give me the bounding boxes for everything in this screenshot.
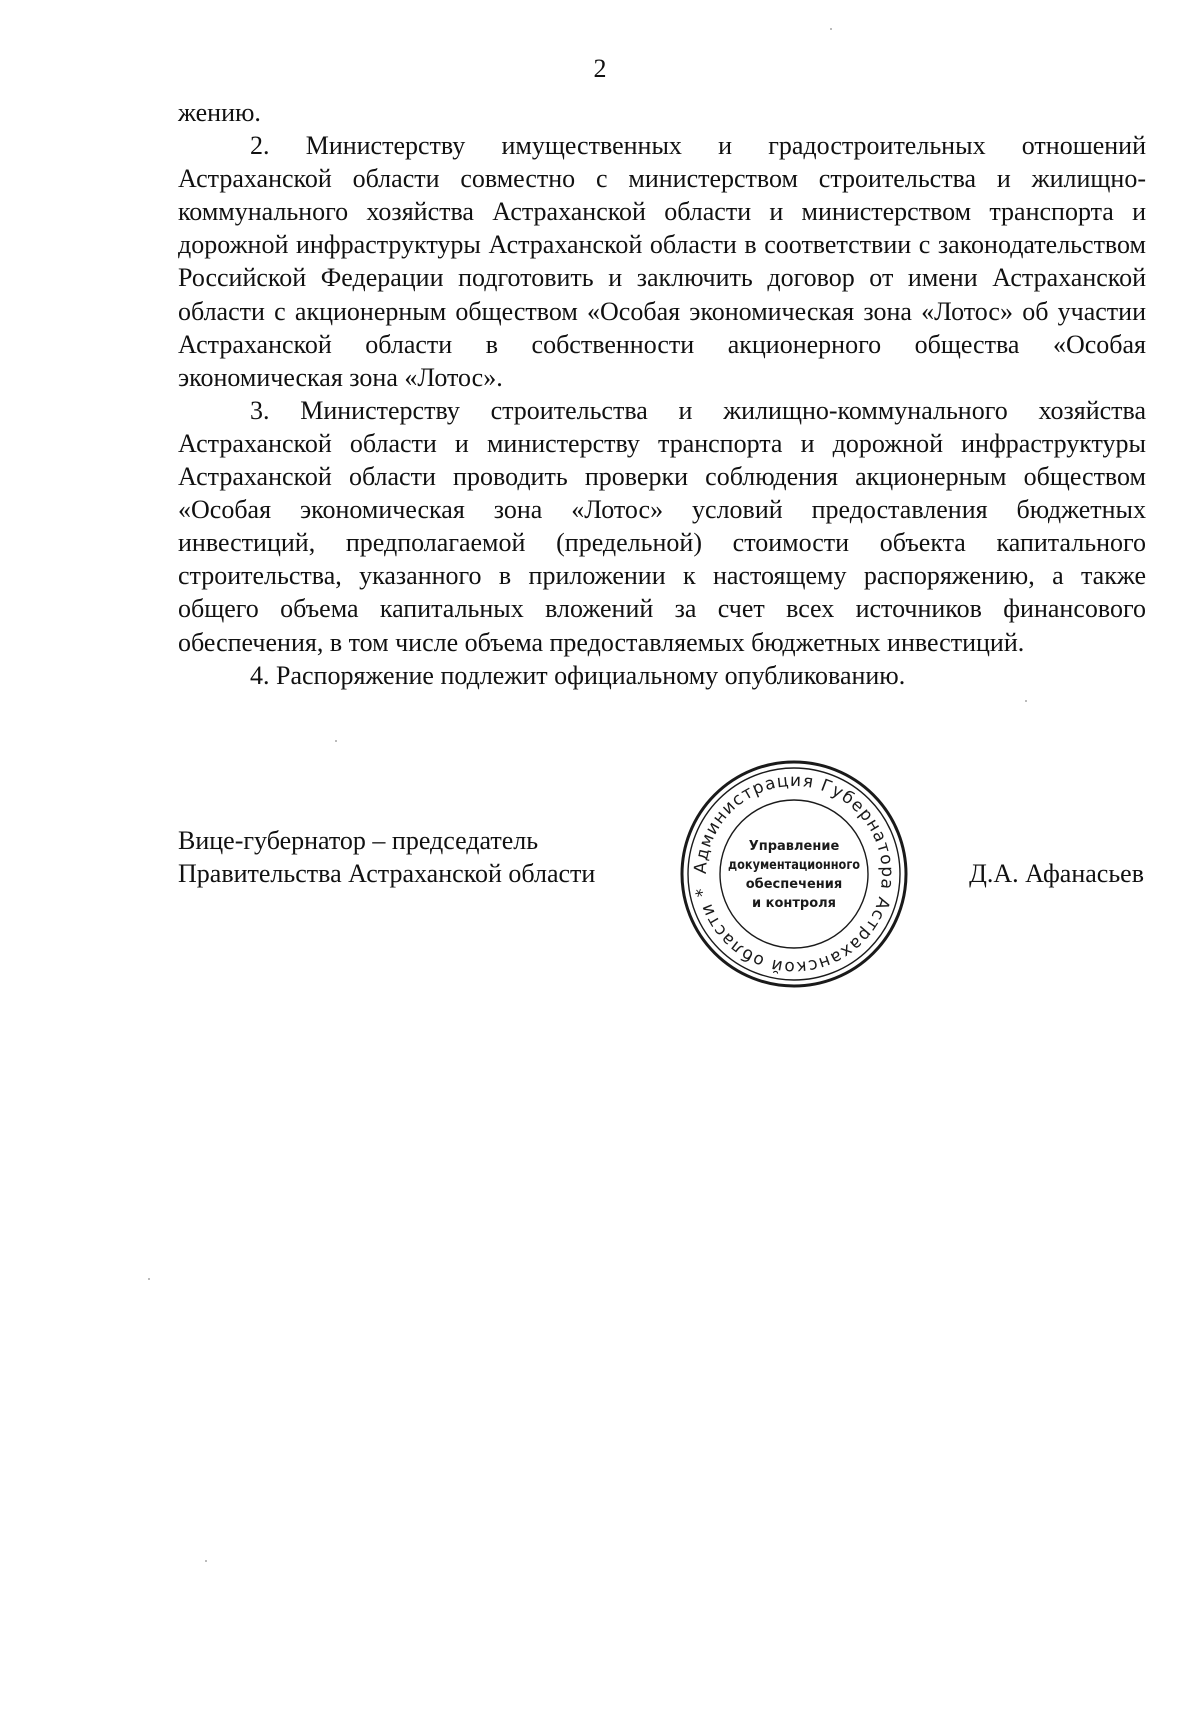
signatory-title [178, 824, 595, 890]
seal-center-line-4: и контроля [751, 896, 837, 911]
document-body [178, 96, 1146, 692]
scan-speck [205, 1560, 207, 1562]
paragraph-3: 3. Министерству строительства и жилищно-коммунального хозяйства Астраханской области и министерству транспорта и дорожной инфраструктуры Астраханской области проводить проверки соблюдения акционерным обществом «Особая экономическая зона «Лотос» условий предоставления бюджетных инвестиций, предполагаемой (предельной) стоимости объекта капитального строительства, указанного в приложении к настоящему распоряжению, а также общего объема капитальных вложений за счет всех источников финансового обеспечения, в том числе объема предоставляемых бюджетных инвестиций. [178, 395, 1146, 657]
paragraph-2: 2. Министерству имущественных и градостроительных отношений Астраханской области совместно с министерством строительства и жилищно-коммунального хозяйства Астраханской области и министерством транспорта и дорожной инфраструктуры Астраханской области в соответствии с законодательством Российской Федерации подготовить и заключить договор от имени Астраханской области с акционерным обществом «Особая экономическая зона «Лотос» об участии Астраханской области в собственности акционерного общества «Особая экономическая зона «Лотос». [178, 131, 1146, 392]
official-seal-stamp [678, 758, 910, 990]
paragraph-continuation: жению. [178, 98, 261, 127]
scan-speck [335, 740, 337, 742]
scan-speck [830, 28, 832, 30]
seal-center-line-3: обеспечения [745, 877, 843, 892]
seal-center-line-1: Управление [748, 839, 840, 854]
paragraph-4: 4. Распоряжение подлежит официальному опубликованию. [250, 660, 906, 690]
svg-text:Администрация Губернатора Астр [691, 771, 897, 977]
scan-speck [148, 1278, 150, 1280]
page-number: 2 [593, 54, 607, 83]
scan-speck [1025, 700, 1027, 702]
seal-center-line-2: документационного [728, 858, 861, 873]
signatory-title-line-1: Вице-губернатор – председатель [178, 826, 539, 855]
signatory-name: Д.А. Афанасьев [969, 859, 1144, 888]
signatory-title-line-2: Правительства Астраханской области [178, 859, 596, 888]
seal-ring-text: Администрация Губернатора Астраханской области * [690, 770, 898, 978]
